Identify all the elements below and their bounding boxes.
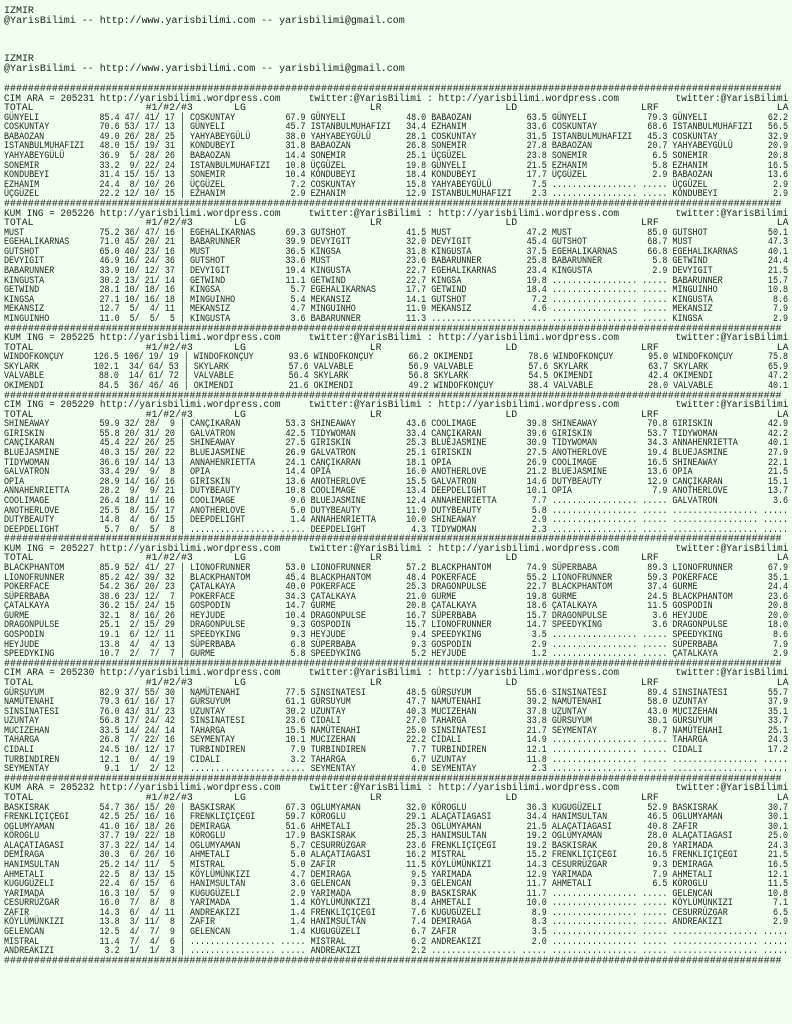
table-row: BLUEJASMINE 40.3 15/ 20/ 22 | BLUEJASMINE 26.9 GALVATRON 25.1 GIRISKIN 27.5 ANOTHERLOVE 19.4 BLUEJASMINE 27.9 — [4, 448, 789, 460]
table-row: WINDOFKONÇUY 126.5 106/ 19/ 19 | WINDOFKONÇUY 93.6 WINDOFKONÇUY 66.2 OKIMENDI 78.6 WINDOFKONÇUY 95.0 WINDOFKONÇUY 75.8 — [4, 352, 788, 364]
header-contact-repeat: @YarisBilimi -- http://www.yarisbilimi.com -- yarisbilimi@gmail.com — [4, 64, 405, 75]
table-row: SINSINATESI 76.0 43/ 31/ 23 | UZUNTAY 30.2 UZUNTAY 40.3 MUCIZEHAN 37.8 UZUNTAY 43.0 MUCIZEHAN 35.1 — [4, 706, 789, 718]
header-city: IZMIR — [4, 6, 34, 17]
table-row: KÖYLÜMÜNKIZI 13.8 3/ 11/ 8 | ZAFIR 1.4 HANIMSULTAN 7.4 DEMIRAGA 8.3 ................. ..... ANDREAKIZI 2.9 — [4, 917, 789, 929]
table-row: BASKISRAK 54.7 36/ 15/ 20 | BASKISRAK 67.3 OGLUMYAMAN 32.0 KÖROGLU 36.3 KUGUGÜZELI 52.9 BASKISRAK 30.7 — [4, 802, 789, 814]
table-row: MUST 75.2 36/ 47/ 16 | EGEHALIKARNAS 69.3 GUTSHOT 41.5 MUST 47.2 MUST 85.0 GUTSHOT 50.1 — [4, 227, 789, 239]
table-row: COOLIMAGE 26.4 18/ 11/ 16 | COOLIMAGE 9.6 BLUEJASMINE 12.4 ANNAHENRIETTA 7.7 ................. ..... GALVATRON 3.6 — [4, 495, 789, 507]
table-row: ALAÇATIAGASI 37.3 22/ 14/ 14 | OGLUMYAMAN 5.7 CESURRÜZGAR 23.6 FRENKLIÇIÇEGI 19.2 BASKISRAK 20.8 YARIMADA 24.3 — [4, 840, 789, 852]
table-row: ANNAHENRIETTA 28.2 9/ 9/ 21 | DUTYBEAUTY 10.8 COOLIMAGE 13.4 DEEPDELIGHT 10.1 OPIA 7.9 ANOTHERLOVE 13.7 — [4, 486, 789, 498]
table-row: GURME 32.1 8/ 16/ 26 | HEYJUDE 10.4 DRAGONPULSE 16.7 SÜPERBABA 15.7 DRAGONPULSE 3.6 HEYJUDE 20.0 — [4, 610, 789, 622]
table-row: AHMETALI 22.5 8/ 13/ 15 | KÖYLÜMÜNKIZI 4.7 DEMIRAGA 9.5 YARIMADA 12.9 YARIMADA 7.9 AHMETALI 12.1 — [4, 869, 789, 881]
table-row: CANÇIKARAN 45.4 22/ 26/ 25 | SHINEAWAY 27.5 GIRISKIN 25.3 BLUEJASMINE 30.9 TIDYWOMAN 34.3 ANNAHENRIETTA 40.1 — [4, 438, 789, 450]
table-row: GÜRSUYUM 82.9 37/ 55/ 30 | NAMÜTENAHI 77.5 SINSINATESI 48.5 GÜRSUYUM 55.6 SINSINATESI 89.4 SINSINATESI 55.7 — [4, 687, 789, 699]
table-row: KINGUSTA 30.2 13/ 21/ 14 | GETWIND 11.1 GETWIND 22.7 KINGSA 19.8 ................. ..... BABARUNNER 15.7 — [4, 275, 789, 287]
table-row: OPIA 28.9 14/ 16/ 16 | GIRISKIN 13.6 ANOTHERLOVE 15.5 GALVATRON 14.6 DUTYBEAUTY 12.9 CANÇIKARAN 15.1 — [4, 476, 789, 488]
header-contact: @YarisBilimi -- http://www.yarisbilimi.com -- yarisbilimi@gmail.com — [4, 16, 405, 27]
section-title: KUM ARA = 205232 http://yarisbilimi.wordpress.com twitter:@YarisBilimi : http://yarisbilimi.wordpress.com twitter:@YarisBilimi — [4, 783, 789, 795]
table-row: YAHYABEYGÜLÜ 36.9 5/ 28/ 26 | BABAOZAN 14.4 SONEMIR 25.1 ÜÇGÜZEL 23.8 SONEMIR 6.5 SONEMIR 20.8 — [4, 151, 789, 163]
table-row: ANOTHERLOVE 25.5 8/ 15/ 17 | ANOTHERLOVE 5.0 DUTYBEAUTY 11.9 DUTYBEAUTY 5.8 ................. ..... ................. ..... — [4, 505, 789, 517]
table-row: NAMÜTENAHI 79.3 61/ 16/ 17 | GÜRSUYUM 61.1 GÜRSUYUM 47.7 NAMÜTENAHI 39.2 NAMÜTENAHI 58.0 UZUNTAY 37.9 — [4, 697, 789, 709]
table-row: DUTYBEAUTY 14.8 4/ 6/ 15 | DEEPDELIGHT 1.4 ANNAHENRIETTA 10.0 SHINEAWAY 2.9 ................. ..... ................. ..... — [4, 515, 789, 527]
table-row: ISTANBULMUHAFIZI 48.0 15/ 19/ 31 | KONDUBEYI 31.8 BABAOZAN 26.8 SONEMIR 27.8 BABAOZAN 20.7 YAHYABEYGÜLÜ 20.9 — [4, 141, 789, 153]
table-row: MEKANSIZ 12.7 5/ 4/ 11 | MEKANSIZ 4.7 MINGUINHO 11.9 MEKANSIZ 4.6 ................. ..... MEKANSIZ 7.9 — [4, 304, 789, 316]
table-row: GÜNYELI 85.4 47/ 41/ 17 | COSKUNTAY 67.9 GÜNYELI 48.0 BABAOZAN 63.5 GÜNYELI 79.3 GÜNYELI 62.2 — [4, 112, 789, 124]
table-row: GALVATRON 33.4 29/ 9/ 8 | OPIA 14.4 OPIA 16.0 ANOTHERLOVE 21.2 BLUEJASMINE 13.6 OPIA 21.5 — [4, 467, 789, 479]
table-row: UZUNTAY 56.8 17/ 24/ 42 | SINSINATESI 23.6 CIDALI 27.0 TAHARGA 33.8 GÜRSUYUM 30.1 GÜRSUYUM 33.7 — [4, 716, 789, 728]
table-row: COSKUNTAY 70.6 53/ 17/ 13 | GÜNYELI 45.7 ISTANBULMUHAFIZI 34.4 EZHANIM 33.6 COSKUNTAY 68.6 ISTANBULMUHAFIZI 56.5 — [4, 122, 789, 134]
table-row: LIONOFRUNNER 85.2 42/ 39/ 32 | BLACKPHANTOM 45.4 BLACKPHANTOM 48.4 POKERFACE 55.2 LIONOFRUNNER 59.3 POKERFACE 35.1 — [4, 572, 789, 584]
table-row: EZHANIM 24.4 8/ 10/ 26 | ÜÇGÜZEL 7.2 COSKUNTAY 15.8 YAHYABEYGÜLÜ 7.5 ................. ..... ÜÇGÜZEL 2.9 — [4, 179, 789, 191]
table-row: MINGUINHO 11.0 5/ 5/ 5 | KINGUSTA 3.6 BABARUNNER 11.3 ................. ..... ................. ..... KINGSA 2.9 — [4, 313, 789, 325]
table-row: GUTSHOT 65.0 40/ 23/ 16 | MUST 36.5 KINGSA 31.8 KINGUSTA 37.5 EGEHALIKARNAS 66.8 EGEHALIKARNAS 40.1 — [4, 246, 789, 258]
column-headers: TOTAL #1/#2/#3 LG LR LD LRF LA — [4, 409, 789, 421]
column-headers: TOTAL #1/#2/#3 LG LR LD LRF LA — [4, 553, 789, 565]
table-row: OGLUMYAMAN 41.0 16/ 18/ 26 | DEMIRAGA 51.6 AHMETALI 25.3 OGLUMYAMAN 21.5 ALAÇATIAGASI 40.8 ZAFIR 30.1 — [4, 821, 789, 833]
table-row: GIRISKIN 55.8 20/ 31/ 20 | GALVATRON 42.5 TIDYWOMAN 33.4 CANÇIKARAN 39.6 GIRISKIN 53.7 TIDYWOMAN 42.2 — [4, 428, 789, 440]
table-row: KÖROGLU 37.7 19/ 22/ 18 | KÖROGLU 17.9 BASKISRAK 25.3 HANIMSULTAN 19.2 OGLUMYAMAN 28.0 ALAÇATIAGASI 25.0 — [4, 831, 789, 843]
header-city-repeat: IZMIR — [4, 54, 34, 65]
table-row: GETWIND 28.1 10/ 18/ 16 | KINGSA 5.7 EGEHALIKARNAS 17.7 GETWIND 18.4 ................. ..... MINGUINHO 10.8 — [4, 285, 789, 297]
table-row: SHINEAWAY 59.9 32/ 28/ 9 | CANÇIKARAN 53.3 SHINEAWAY 43.6 COOLIMAGE 39.8 SHINEAWAY 70.8 GIRISKIN 42.9 — [4, 419, 789, 431]
table-row: POKERFACE 54.2 36/ 20/ 23 | ÇATALKAYA 40.0 POKERFACE 25.3 DRAGONPULSE 22.7 BLACKPHANTOM 37.4 GURME 24.4 — [4, 582, 789, 594]
table-row: KUGUGÜZELI 22.4 6/ 15/ 6 | HANIMSULTAN 3.6 GELENCAN 9.3 GELENCAN 11.7 AHMETALI 6.5 KÖROGLU 11.5 — [4, 879, 789, 891]
table-row: DEMIRAGA 30.3 6/ 26/ 16 | AHMETALI 5.0 ALAÇATIAGASI 16.2 MISTRAL 15.2 FRENKLIÇIÇEGI 16.5 FRENKLIÇIÇEGI 21.5 — [4, 850, 789, 862]
table-row: BABAOZAN 49.0 26/ 28/ 25 | YAHYABEYGÜLÜ 38.0 YAHYABEYGÜLÜ 28.1 COSKUNTAY 31.5 ISTANBULMUHAFIZI 45.3 COSKUNTAY 32.9 — [4, 131, 789, 143]
separator-line: ################################################################################################################################## — [4, 955, 782, 967]
section-title: KUM ING = 205225 http://yarisbilimi.wordpress.com twitter:@YarisBilimi : http://yarisbilimi.wordpress.com twitter:@YarisBilimi — [4, 333, 789, 345]
column-headers: TOTAL #1/#2/#3 LG LR LD LRF LA — [4, 677, 789, 689]
table-row: SONEMIR 33.2 9/ 22/ 24 | ISTANBULMUHAFIZI 10.8 ÜÇGÜZEL 19.8 GÜNYELI 21.5 EZHANIM 5.8 EZHANIM 16.5 — [4, 160, 789, 172]
table-row: ÜÇGÜZEL 22.2 12/ 10/ 15 | EZHANIM 2.9 EZHANIM 12.9 ISTANBULMUHAFIZI 2.3 ................. ..... KONDUBEYI 2.9 — [4, 189, 789, 201]
separator-line: ################################################################################################################################## — [4, 84, 782, 95]
table-row: DEEPDELIGHT 5.7 0/ 5/ 8 | ................. ..... DEEPDELIGHT 4.3 TIDYWOMAN 2.3 ................. ..... ................. ..... — [4, 524, 789, 536]
table-row: BABARUNNER 33.9 10/ 12/ 37 | DEVYIGIT 19.4 KINGUSTA 22.7 EGEHALIKARNAS 23.4 KINGUSTA 2.9 DEVYIGIT 21.5 — [4, 266, 789, 278]
table-row: VALVABLE 88.0 14/ 61/ 72 | VALVABLE 56.4 SKYLARK 56.8 SKYLARK 54.5 OKIMENDI 42.4 OKIMENDI 47.2 — [4, 371, 788, 383]
table-row: DRAGONPULSE 25.1 2/ 15/ 29 | DRAGONPULSE 9.3 GOSPODIN 15.7 LIONOFRUNNER 14.7 SPEEDYKING 3.6 DRAGONPULSE 18.0 — [4, 620, 789, 632]
table-row: FRENKLIÇIÇEGI 42.5 25/ 16/ 16 | FRENKLIÇIÇEGI 59.7 KÖROGLU 29.1 ALAÇATIAGASI 34.4 HANIMSULTAN 46.5 OGLUMYAMAN 30.1 — [4, 812, 789, 824]
section-title: KUM ING = 205227 http://yarisbilimi.wordpress.com twitter:@YarisBilimi : http://yarisbilimi.wordpress.com twitter:@YarisBilimi — [4, 543, 789, 555]
table-row: MISTRAL 11.4 7/ 4/ 6 | ................. ..... MISTRAL 6.2 ANDREAKIZI 2.0 ................. ..... ................. ..... — [4, 936, 789, 948]
separator-line: ################################################################################################################################## — [4, 198, 782, 210]
table-row: OKIMENDI 84.5 36/ 46/ 46 | OKIMENDI 21.6 OKIMENDI 49.2 WINDOFKONÇUY 38.4 VALVABLE 28.0 VALVABLE 40.1 — [4, 380, 788, 392]
section-title: KUM ING = 205226 http://yarisbilimi.wordpress.com twitter:@YarisBilimi : http://yarisbilimi.wordpress.com twitter:@YarisBilimi — [4, 208, 789, 220]
table-row: MUCIZEHAN 33.5 14/ 24/ 14 | TAHARGA 15.5 NAMÜTENAHI 25.0 SINSINATESI 21.7 SEYMENTAY 8.7 NAMÜTENAHI 25.1 — [4, 725, 789, 737]
table-row: KONDUBEYI 31.4 15/ 15/ 13 | SONEMIR 10.4 KONDUBEYI 18.4 KONDUBEYI 17.7 ÜÇGÜZEL 2.9 BABAOZAN 13.6 — [4, 170, 789, 182]
table-row: ANDREAKIZI 3.2 1/ 1/ 3 | ................. ..... ANDREAKIZI 2.2 ................. ..... ................. ..... ................. ..... — [4, 946, 789, 958]
table-row: KINGSA 27.1 10/ 16/ 18 | MINGUINHO 5.4 MEKANSIZ 14.1 GUTSHOT 7.2 ................. ..... KINGUSTA 8.6 — [4, 294, 789, 306]
table-row: EGEHALIKARNAS 71.0 45/ 20/ 21 | BABARUNNER 39.9 DEVYIGIT 32.0 DEVYIGIT 45.4 GUTSHOT 68.7 MUST 47.3 — [4, 237, 789, 249]
table-row: SPEEDYKING 10.7 2/ 7/ 7 | GURME 5.8 SPEEDYKING 5.2 HEYJUDE 1.2 ................. ..... ÇATALKAYA 2.9 — [4, 649, 789, 661]
column-headers: TOTAL #1/#2/#3 LG LR LD LRF LA — [4, 218, 789, 230]
table-row: TURBINDIREN 12.1 0/ 4/ 19 | CIDALI 3.2 TAHARGA 6.7 UZUNTAY 11.8 ................. ..... ................. ..... — [4, 754, 789, 766]
table-row: ÇATALKAYA 36.2 15/ 24/ 15 | GOSPODIN 14.7 GURME 20.8 ÇATALKAYA 18.6 ÇATALKAYA 11.5 GOSPODIN 20.8 — [4, 601, 789, 613]
table-row: DEVYIGIT 46.9 16/ 24/ 36 | GUTSHOT 33.6 MUST 23.6 BABARUNNER 25.8 BABARUNNER 5.8 GETWIND 24.4 — [4, 256, 789, 268]
table-row: HEYJUDE 13.8 4/ 4/ 13 | SÜPERBABA 6.8 SÜPERBABA 9.3 GOSPODIN 2.9 ................. ..... SÜPERBABA 7.9 — [4, 639, 789, 651]
column-headers: TOTAL #1/#2/#3 LG LR LD LRF LA — [4, 792, 789, 804]
table-row: CIDALI 24.5 10/ 12/ 17 | TURBINDIREN 7.9 TURBINDIREN 7.7 TURBINDIREN 12.1 ................. ..... CIDALI 17.2 — [4, 745, 789, 757]
table-row: CESURRÜZGAR 16.0 7/ 8/ 8 | YARIMADA 1.4 KÖYLÜMÜNKIZI 8.4 AHMETALI 10.0 ................. ..... KÖYLÜMÜNKIZI 7.1 — [4, 898, 789, 910]
separator-line: ################################################################################################################################## — [4, 323, 782, 335]
section-title: CIM ARA = 205231 http://yarisbilimi.wordpress.com twitter:@YarisBilimi : http://yarisbilimi.wordpress.com twitter:@YarisBilimi — [4, 93, 789, 105]
section-title: CIM ARA = 205230 http://yarisbilimi.wordpress.com twitter:@YarisBilimi : http://yarisbilimi.wordpress.com twitter:@YarisBilimi — [4, 668, 789, 680]
separator-line: ################################################################################################################################## — [4, 390, 782, 402]
table-row: TIDYWOMAN 36.6 19/ 14/ 13 | ANNAHENRIETTA 24.1 CANÇIKARAN 18.1 OPIA 26.9 COOLIMAGE 16.5 SHINEAWAY 22.1 — [4, 457, 789, 469]
table-row: ZAFIR 14.3 6/ 4/ 11 | ANDREAKIZI 1.4 FRENKLIÇIÇEGI 7.6 KUGUGÜZELI 8.9 ................. ..... CESURRÜZGAR 6.5 — [4, 907, 789, 919]
column-headers: TOTAL #1/#2/#3 LG LR LD LRF LA — [4, 342, 789, 354]
table-row: HANIMSULTAN 25.2 14/ 11/ 5 | MISTRAL 5.0 ZAFIR 11.5 KÖYLÜMÜNKIZI 14.3 CESURRÜZGAR 9.3 DEMIRAGA 16.5 — [4, 859, 789, 871]
table-row: GELENCAN 12.5 4/ 7/ 9 | GELENCAN 1.4 KUGUGÜZELI 6.7 ZAFIR 3.5 ................. ..... ................. ..... — [4, 927, 789, 939]
separator-line: ################################################################################################################################## — [4, 658, 782, 670]
separator-line: ################################################################################################################################## — [4, 773, 782, 785]
table-row: SKYLARK 102.1 34/ 64/ 53 | SKYLARK 57.6 VALVABLE 56.9 VALVABLE 57.6 SKYLARK 63.7 SKYLARK 65.9 — [4, 361, 788, 373]
section-title: CIM ING = 205229 http://yarisbilimi.wordpress.com twitter:@YarisBilimi : http://yarisbilimi.wordpress.com twitter:@YarisBilimi — [4, 400, 789, 412]
table-row: GOSPODIN 19.1 6/ 12/ 11 | SPEEDYKING 9.3 HEYJUDE 9.4 SPEEDYKING 3.5 ................. ..... SPEEDYKING 8.6 — [4, 630, 789, 642]
separator-line: ################################################################################################################################## — [4, 534, 782, 546]
table-row: SÜPERBABA 38.6 23/ 12/ 7 | POKERFACE 34.3 ÇATALKAYA 21.0 GURME 19.8 GURME 24.5 BLACKPHANTOM 23.6 — [4, 591, 789, 603]
table-row: YARIMADA 16.3 10/ 5/ 9 | KUGUGÜZELI 2.9 YARIMADA 8.9 BASKISRAK 11.7 ................. ..... GELENCAN 10.8 — [4, 888, 789, 900]
table-row: BLACKPHANTOM 85.9 52/ 41/ 27 | LIONOFRUNNER 53.0 LIONOFRUNNER 57.2 BLACKPHANTOM 74.9 SÜPERBABA 89.3 LIONOFRUNNER 67.9 — [4, 563, 789, 574]
table-row: SEYMENTAY 9.1 1/ 2/ 12 | ................. ..... SEYMENTAY 4.0 SEYMENTAY 2.3 ................. ..... ................. ..... — [4, 764, 789, 776]
column-headers: TOTAL #1/#2/#3 LG LR LD LRF LA — [4, 103, 789, 115]
table-row: TAHARGA 26.8 7/ 22/ 16 | SEYMENTAY 10.1 MUCIZEHAN 22.2 CIDALI 14.9 ................. ..... TAHARGA 24.3 — [4, 735, 789, 747]
